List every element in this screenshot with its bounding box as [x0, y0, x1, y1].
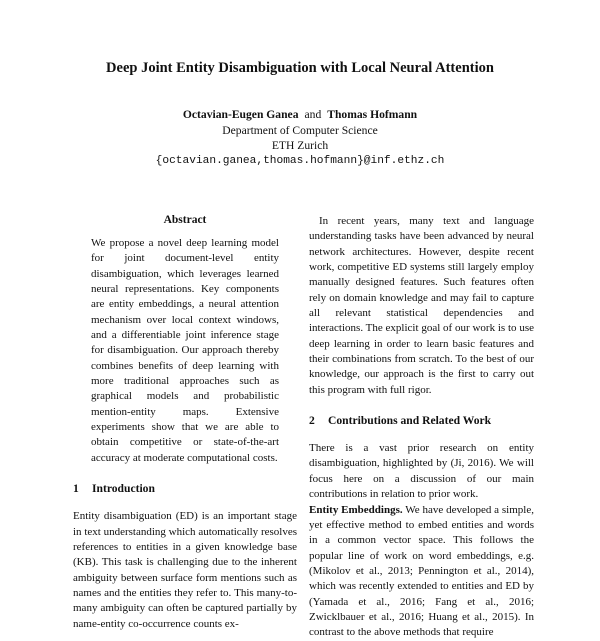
- introduction-paragraph: Entity disambiguation (ED) is an important stage in text understanding which automatically resolves references to entities in a given knowledge base (KB). This task is challenging due to the inherent ambiguity between surface form mentions such as names and the entities they refer to. This many-to-many ambiguity can often be captured partially by name-entity co-occurrence counts ex-: [73, 510, 297, 630]
- section-heading-contributions: [309, 414, 534, 427]
- department: Department of Computer Science: [222, 123, 378, 137]
- entity-embeddings-paragraph: [309, 503, 534, 641]
- entity-embeddings-text: We have developed a simple, yet effective method to embed entities and words in a common vector space. This follows the popular line of work on word embeddings, e.g. (Mikolov et al., 2013; Pennington et al., 2014), which was recently extended to entities and ED by (Yamada et al., 2016; Fang et al., 2016; Zwicklbauer et al., 2016; Huang et al., 2015). In contrast to the above methods that require: [309, 503, 534, 639]
- author-line: [0, 107, 600, 123]
- introduction-continued-paragraph: In recent years, many text and language understanding tasks have been advanced by neural network architectures. However, despite recent work, competitive ED systems still largely employ manually designed features. Such features often rely on domain knowledge and may fail to capture all relevant statistical dependencies and interactions. The explicit goal of our work is to use deep learning in order to learn basic features and their combinations from scratch. To the best of our knowledge, our approach is the first to carry out this program with full rigor.: [309, 215, 534, 396]
- entity-embeddings-label: Entity Embeddings.: [309, 503, 403, 516]
- author-block: [0, 107, 600, 169]
- institution: ETH Zurich: [271, 139, 329, 152]
- right-column: [309, 214, 534, 641]
- section-number: 2: [309, 414, 315, 428]
- abstract-heading: Abstract: [163, 214, 207, 226]
- section-title: Introduction: [92, 482, 155, 496]
- author-name: Octavian-Eugen Ganea: [182, 108, 299, 121]
- section-title: Contributions and Related Work: [328, 414, 492, 428]
- paper-title: Deep Joint Entity Disambiguation with Local Neural Attention: [106, 60, 494, 76]
- contributions-paragraph: There is a vast prior research on entity disambiguation, highlighted by (Ji, 2016). We will focus here on a discussion of our main contributions in relation to prior work.: [309, 442, 534, 501]
- abstract-text: We propose a novel deep learning model for joint document-level entity disambiguation, which leverages learned neural representations. Key components are entity embeddings, a neural attention mechanism over local context windows, and a differentiable joint inference stage for disambiguation. Our approach thereby combines benefits of deep learning with more traditional approaches such as graphical models and probabilistic mention-entity maps. Extensive experiments show that we are able to obtain competitive or state-of-the-art accuracy at moderate computational costs.: [91, 237, 279, 464]
- author-conjunction: and: [304, 108, 322, 121]
- left-column: [73, 214, 297, 632]
- author-name: Thomas Hofmann: [327, 108, 418, 121]
- email: {octavian.ganea,thomas.hofmann}@inf.ethz.ch: [155, 154, 445, 167]
- section-heading-introduction: [73, 482, 297, 495]
- section-number: 1: [73, 482, 79, 496]
